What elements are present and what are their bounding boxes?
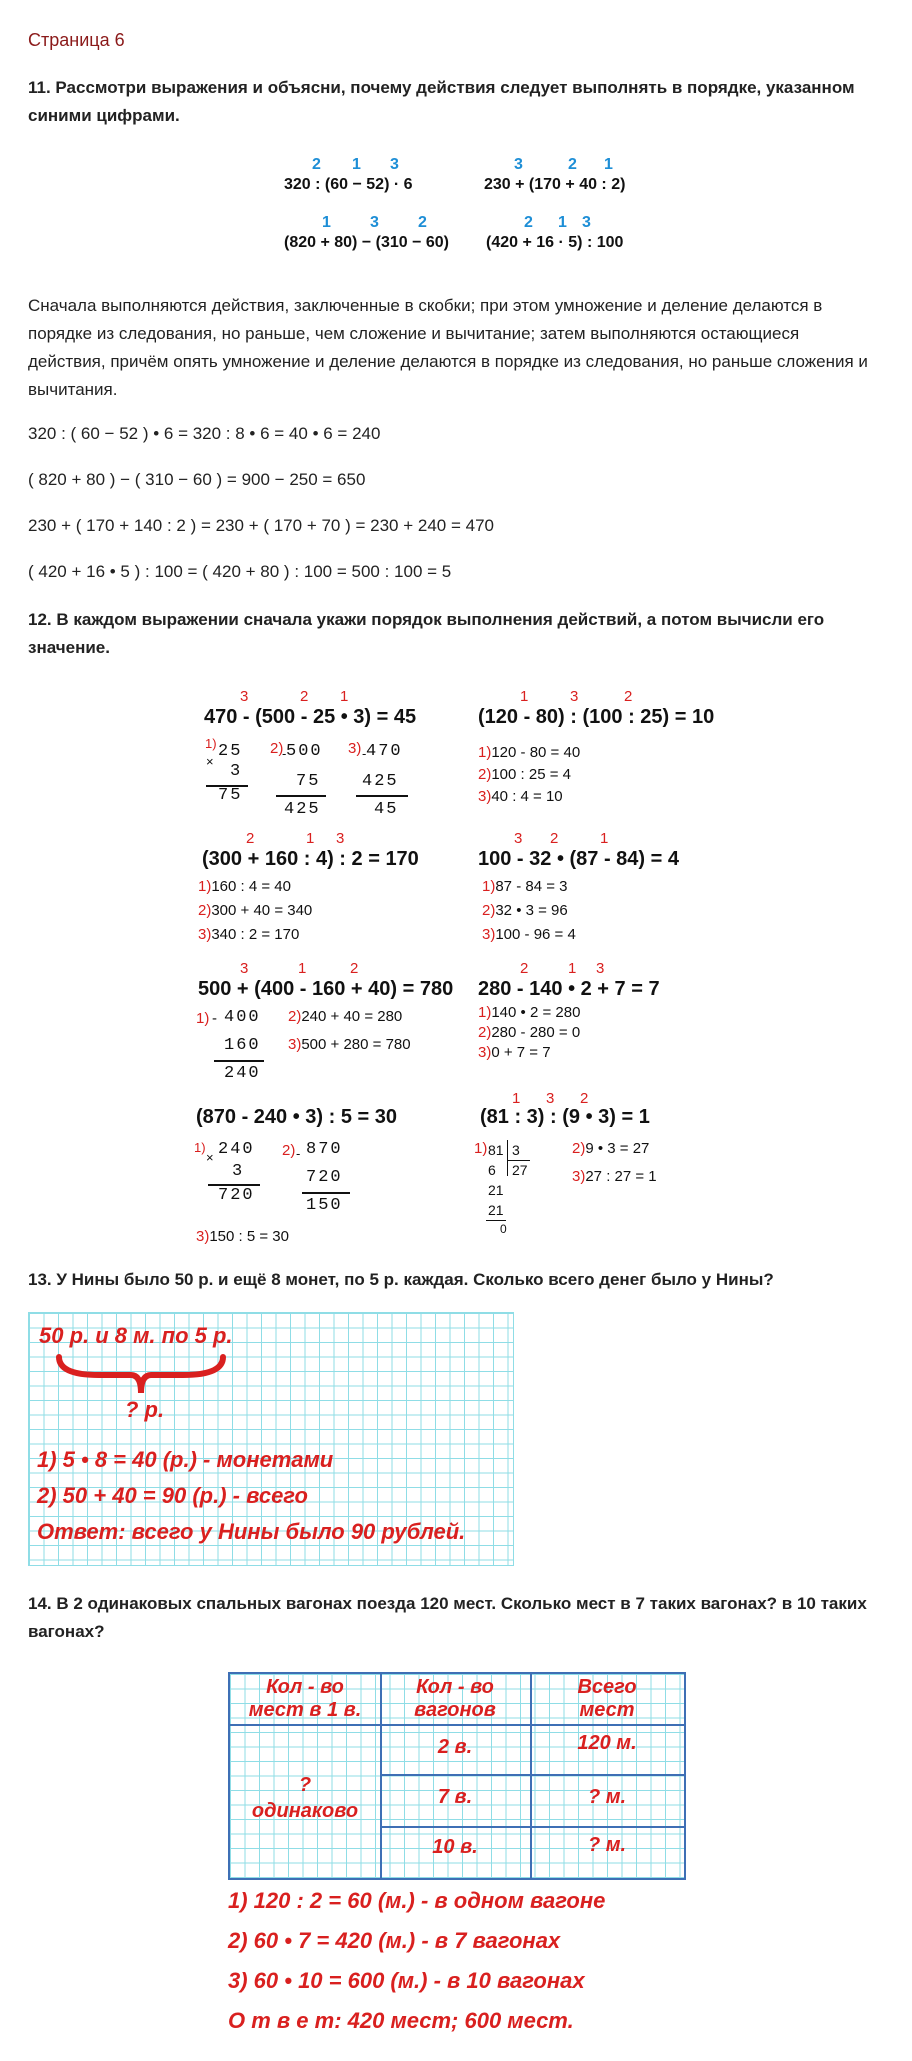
h-order-2: 3 bbox=[546, 1090, 555, 1107]
e2-order-2: 2 bbox=[568, 156, 577, 173]
b-order-1: 1 bbox=[520, 688, 529, 705]
f-order-2: 1 bbox=[568, 960, 577, 977]
a-c1-num: 1) bbox=[205, 736, 217, 751]
h-c1-r3: 21 bbox=[488, 1202, 504, 1218]
task-13-step-2: 2) 50 + 40 = 90 (р.) - всего bbox=[37, 1483, 308, 1508]
table-header-2-line-1: Кол - во bbox=[416, 1676, 494, 1698]
a-c3-top: 470 bbox=[366, 742, 403, 761]
a-c2-bot: 75 bbox=[296, 772, 321, 791]
c-step-1-text: 160 : 4 = 40 bbox=[211, 878, 291, 895]
d-step-1-num: 1) bbox=[482, 878, 496, 895]
f-step-3 bbox=[478, 1044, 551, 1061]
h-order-1: 1 bbox=[512, 1090, 521, 1107]
table-cell-r3-total: ? м. bbox=[587, 1834, 627, 1856]
table-header-1-line-1: Кол - во bbox=[266, 1676, 344, 1698]
e-step-3 bbox=[288, 1036, 411, 1053]
table-header-3 bbox=[532, 1676, 682, 1722]
h-step-3-text: 27 : 27 = 1 bbox=[585, 1168, 657, 1185]
table-row-divider-1 bbox=[380, 1774, 684, 1776]
e-step-2-num: 2) bbox=[288, 1008, 302, 1025]
table-cell-r1-cars: 2 в. bbox=[437, 1736, 473, 1758]
e4-order-1: 2 bbox=[524, 214, 533, 231]
task-14-step-2: 2) 60 • 7 = 420 (м.) - в 7 вагонах bbox=[228, 1928, 561, 1953]
f-order-1: 2 bbox=[520, 960, 529, 977]
e-c1-op: - bbox=[212, 1010, 217, 1027]
task-14-table bbox=[228, 1672, 686, 1880]
d-step-1-text: 87 - 84 = 3 bbox=[495, 878, 568, 895]
e-order-1: 3 bbox=[240, 960, 249, 977]
g-c2-line bbox=[302, 1192, 350, 1194]
h-order-3: 2 bbox=[580, 1090, 589, 1107]
d-step-2 bbox=[482, 902, 568, 919]
a-c2-res: 425 bbox=[284, 800, 321, 819]
b-step-1-num: 1) bbox=[478, 744, 492, 761]
task-13-answer: Ответ: всего у Нины было 90 рублей. bbox=[37, 1519, 466, 1544]
g-step-3-num: 3) bbox=[196, 1228, 210, 1245]
g-c2-bot: 720 bbox=[306, 1168, 343, 1187]
b-step-3-text: 40 : 4 = 10 bbox=[491, 788, 563, 805]
table-header-2-line-2: вагонов bbox=[414, 1699, 496, 1721]
d-order-2: 2 bbox=[550, 830, 559, 847]
table-cell-r1-total: 120 м. bbox=[577, 1732, 637, 1754]
e1-order-3: 3 bbox=[390, 156, 399, 173]
table-row-divider-2 bbox=[380, 1826, 684, 1828]
task-13-brace-icon bbox=[55, 1353, 227, 1397]
b-step-2-num: 2) bbox=[478, 766, 492, 783]
a-order-1: 3 bbox=[240, 688, 249, 705]
g-step-3 bbox=[196, 1228, 289, 1245]
a-c2-top: 500 bbox=[286, 742, 323, 761]
b-step-2-text: 100 : 25 = 4 bbox=[491, 766, 571, 783]
e-c1-res: 240 bbox=[224, 1064, 261, 1083]
e-c1-num: 1) bbox=[196, 1010, 210, 1027]
c-step-3-text: 340 : 2 = 170 bbox=[211, 926, 300, 943]
e-c1-bot: 160 bbox=[224, 1036, 261, 1055]
table-cell-question: ? bbox=[298, 1774, 312, 1796]
f-step-3-num: 3) bbox=[478, 1044, 492, 1061]
f-step-1-num: 1) bbox=[478, 1004, 492, 1021]
d-order-1: 3 bbox=[514, 830, 523, 847]
e1-order-2: 1 bbox=[352, 156, 361, 173]
d-step-3-text: 100 - 96 = 4 bbox=[495, 926, 576, 943]
c-step-3-num: 3) bbox=[198, 926, 212, 943]
g-c1-top: 240 bbox=[218, 1140, 255, 1159]
e-order-3: 2 bbox=[350, 960, 359, 977]
e-step-2 bbox=[288, 1008, 402, 1025]
table-header-3-line-1: Всего bbox=[577, 1676, 637, 1698]
f-step-2-num: 2) bbox=[478, 1024, 492, 1041]
task-13-grid bbox=[28, 1312, 514, 1566]
c-expression: (300 + 160 : 4) : 2 = 170 bbox=[202, 848, 419, 870]
b-step-3-num: 3) bbox=[478, 788, 492, 805]
a-c2-num: 2) bbox=[270, 740, 284, 757]
task-11-heading: 11. Рассмотри выражения и объясни, почему действия следует выполнять в порядке, указанном синими цифрами. bbox=[28, 78, 855, 125]
e3-expression: (820 + 80) − (310 − 60) bbox=[284, 234, 449, 251]
g-c2-top: 870 bbox=[306, 1140, 343, 1159]
h-c1-divider bbox=[507, 1140, 508, 1176]
c-order-1: 2 bbox=[246, 830, 255, 847]
h-step-2-num: 2) bbox=[572, 1140, 586, 1157]
g-c1-num: 1) bbox=[194, 1140, 206, 1155]
e-step-3-num: 3) bbox=[288, 1036, 302, 1053]
task-11-figure bbox=[278, 150, 638, 260]
h-step-3-num: 3) bbox=[572, 1168, 586, 1185]
e-order-2: 1 bbox=[298, 960, 307, 977]
h-step-3 bbox=[572, 1168, 657, 1185]
e-step-2-text: 240 + 40 = 280 bbox=[301, 1008, 403, 1025]
task-14-heading: 14. В 2 одинаковых спальных вагонах поезда 120 мест. Сколько мест в 7 таких вагонах? в 10 таких вагонах? bbox=[28, 1594, 867, 1641]
h-c1-divisor: 3 bbox=[512, 1142, 520, 1158]
a-c3-num: 3) bbox=[348, 740, 362, 757]
task-11-line-1: 320 : ( 60 − 52 ) • 6 = 320 : 8 • 6 = 40 • 6 = 240 bbox=[28, 424, 381, 443]
a-c2-line bbox=[276, 795, 326, 797]
g-c2-res: 150 bbox=[306, 1196, 343, 1215]
d-step-2-text: 32 • 3 = 96 bbox=[495, 902, 568, 919]
h-expression: (81 : 3) : (9 • 3) = 1 bbox=[480, 1106, 650, 1128]
g-c2-op: - bbox=[296, 1146, 301, 1161]
table-header-2 bbox=[380, 1676, 530, 1722]
c-order-3: 3 bbox=[336, 830, 345, 847]
d-step-1 bbox=[482, 878, 567, 895]
e2-order-3: 1 bbox=[604, 156, 613, 173]
h-c1-quot: 27 bbox=[512, 1162, 528, 1178]
a-c3-res: 45 bbox=[374, 800, 399, 819]
e4-order-2: 1 bbox=[558, 214, 567, 231]
c-step-2-text: 300 + 40 = 340 bbox=[211, 902, 313, 919]
a-c1-res: 75 bbox=[218, 786, 243, 805]
b-order-2: 3 bbox=[570, 688, 579, 705]
a-c1-top: 25 bbox=[218, 742, 243, 761]
c-step-1-num: 1) bbox=[198, 878, 212, 895]
f-step-1 bbox=[478, 1004, 580, 1021]
b-step-1 bbox=[478, 744, 580, 761]
e3-order-1: 1 bbox=[322, 214, 331, 231]
task-14-answer: О т в е т: 420 мест; 600 мест. bbox=[228, 2008, 574, 2033]
e4-order-3: 3 bbox=[582, 214, 591, 231]
g-c2-num: 2) bbox=[282, 1142, 296, 1159]
table-header-1 bbox=[230, 1676, 380, 1722]
table-cell-r2-total: ? м. bbox=[587, 1786, 627, 1808]
e4-expression: (420 + 16 · 5) : 100 bbox=[486, 234, 624, 251]
task-12-heading: 12. В каждом выражении сначала укажи порядок выполнения действий, а потом вычисли его значение. bbox=[28, 610, 825, 657]
task-13-question: ? р. bbox=[125, 1397, 165, 1422]
e-c1-line bbox=[214, 1060, 264, 1062]
g-expression: (870 - 240 • 3) : 5 = 30 bbox=[196, 1106, 398, 1128]
g-c1-op: × bbox=[206, 1150, 214, 1165]
d-step-3 bbox=[482, 926, 576, 943]
a-order-3: 1 bbox=[340, 688, 349, 705]
b-expression: (120 - 80) : (100 : 25) = 10 bbox=[478, 706, 715, 728]
g-c1-res: 720 bbox=[218, 1186, 255, 1205]
b-step-3 bbox=[478, 788, 563, 805]
c-step-1 bbox=[198, 878, 291, 895]
b-step-2 bbox=[478, 766, 571, 783]
task-11-line-4: ( 420 + 16 • 5 ) : 100 = ( 420 + 80 ) : 100 = 500 : 100 = 5 bbox=[28, 562, 452, 581]
table-cell-r3-cars: 10 в. bbox=[432, 1836, 478, 1858]
d-expression: 100 - 32 • (87 - 84) = 4 bbox=[478, 848, 680, 870]
page-title: Страница 6 bbox=[28, 30, 125, 50]
h-c1-r2: 21 bbox=[488, 1182, 504, 1198]
h-c1-num: 1) bbox=[474, 1140, 488, 1157]
h-step-2-text: 9 • 3 = 27 bbox=[585, 1140, 650, 1157]
a-c1-op: × bbox=[206, 754, 214, 769]
a-c2-op: - bbox=[282, 746, 287, 761]
h-c1-r1: 6 bbox=[488, 1162, 496, 1178]
task-13-heading: 13. У Нины было 50 р. и ещё 8 монет, по 5 р. каждая. Сколько всего денег было у Нины? bbox=[28, 1270, 774, 1289]
a-c3-bot: 425 bbox=[362, 772, 399, 791]
table-header-1-line-2: мест в 1 в. bbox=[248, 1699, 362, 1721]
c-step-2 bbox=[198, 902, 312, 919]
a-expression: 470 - (500 - 25 • 3) = 45 bbox=[204, 706, 417, 728]
e1-order-1: 2 bbox=[312, 156, 321, 173]
task-14-step-3: 3) 60 • 10 = 600 (м.) - в 10 вагонах bbox=[228, 1968, 585, 1993]
e-c1-top: 400 bbox=[224, 1008, 261, 1027]
a-c3-line bbox=[356, 795, 408, 797]
f-order-3: 3 bbox=[596, 960, 605, 977]
task-13-short: 50 р. и 8 м. по 5 р. bbox=[39, 1323, 233, 1348]
h-c1-line bbox=[486, 1220, 506, 1221]
table-cell-same: одинаково bbox=[251, 1800, 359, 1822]
f-step-2-text: 280 - 280 = 0 bbox=[491, 1024, 581, 1041]
c-step-2-num: 2) bbox=[198, 902, 212, 919]
h-c1-rem: 0 bbox=[500, 1222, 507, 1236]
a-c3-op: - bbox=[362, 746, 367, 761]
table-header-divider bbox=[230, 1724, 684, 1726]
e3-order-2: 3 bbox=[370, 214, 379, 231]
e2-expression: 230 + (170 + 40 : 2) bbox=[484, 176, 626, 193]
table-header-3-line-2: мест bbox=[579, 1699, 635, 1721]
d-step-2-num: 2) bbox=[482, 902, 496, 919]
e3-order-3: 2 bbox=[418, 214, 427, 231]
task-11-line-2: ( 820 + 80 ) − ( 310 − 60 ) = 900 − 250 = 650 bbox=[28, 470, 366, 489]
task-13-step-1: 1) 5 • 8 = 40 (р.) - монетами bbox=[37, 1447, 334, 1472]
b-step-1-text: 120 - 80 = 40 bbox=[491, 744, 581, 761]
d-order-3: 1 bbox=[600, 830, 609, 847]
g-step-3-text: 150 : 5 = 30 bbox=[209, 1228, 289, 1245]
a-order-2: 2 bbox=[300, 688, 309, 705]
h-c1-quot-line bbox=[508, 1160, 530, 1161]
task-11-line-3: 230 + ( 170 + 140 : 2 ) = 230 + ( 170 + 70 ) = 230 + 240 = 470 bbox=[28, 516, 494, 535]
b-order-3: 2 bbox=[624, 688, 633, 705]
c-order-2: 1 bbox=[306, 830, 315, 847]
e2-order-1: 3 bbox=[514, 156, 523, 173]
f-step-1-text: 140 • 2 = 280 bbox=[491, 1004, 581, 1021]
c-step-3 bbox=[198, 926, 299, 943]
table-cell-r2-cars: 7 в. bbox=[437, 1786, 473, 1808]
f-expression: 280 - 140 • 2 + 7 = 7 bbox=[478, 978, 660, 1000]
e-step-3-text: 500 + 280 = 780 bbox=[301, 1036, 411, 1053]
f-step-2 bbox=[478, 1024, 580, 1041]
h-step-2 bbox=[572, 1140, 649, 1157]
e1-expression: 320 : (60 − 52) · 6 bbox=[284, 176, 413, 193]
task-11-explanation: Сначала выполняются действия, заключенные в скобки; при этом умножение и деление делаются в порядке из следования, но раньше, чем сложение и вычитание; затем выполняются остающиеся действия, причём опять умножение и деление делаются в порядке из следования, но раньше сложения и вычитания. bbox=[28, 296, 868, 399]
g-c1-bot: 3 bbox=[232, 1162, 245, 1181]
f-step-3-text: 0 + 7 = 7 bbox=[491, 1044, 551, 1061]
e-expression: 500 + (400 - 160 + 40) = 780 bbox=[198, 978, 454, 1000]
a-c1-bot: 3 bbox=[230, 762, 243, 781]
h-c1-dividend: 81 bbox=[488, 1142, 504, 1158]
d-step-3-num: 3) bbox=[482, 926, 496, 943]
task-14-step-1: 1) 120 : 2 = 60 (м.) - в одном вагоне bbox=[228, 1888, 606, 1913]
